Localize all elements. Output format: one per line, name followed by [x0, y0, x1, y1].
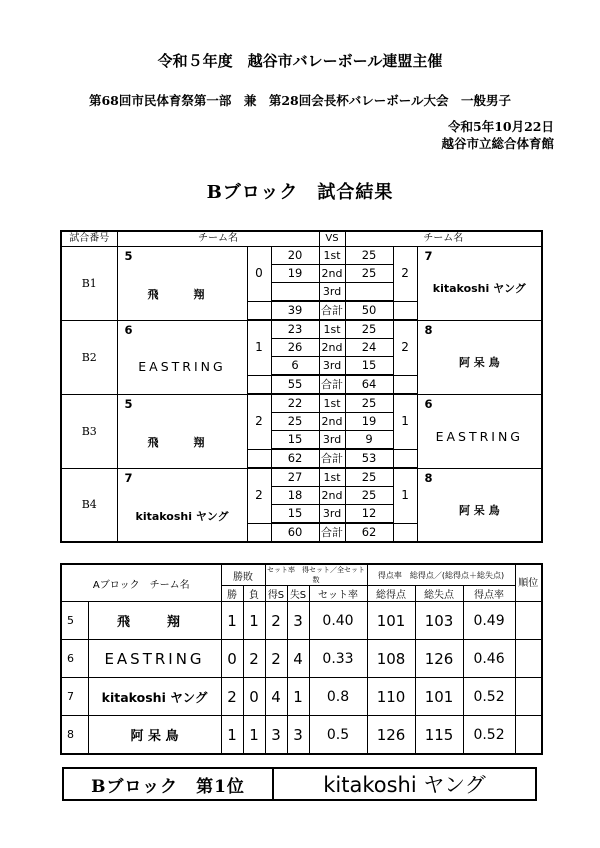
loss-header: 負 [243, 586, 265, 602]
sets-won: 2 [265, 602, 287, 640]
right-score: 9 [345, 431, 393, 450]
match-id: B2 [61, 320, 117, 394]
sets-won: 4 [265, 678, 287, 716]
header-team-right: チーム名 [345, 231, 542, 247]
team-name: 阿 呆 鳥 [88, 716, 221, 755]
header-match-no: 試合番号 [61, 231, 117, 247]
point-rate: 0.49 [463, 602, 515, 640]
empty-cell [247, 301, 271, 320]
standings-row [61, 640, 542, 678]
rank-header: 順位 [515, 564, 542, 602]
set-label: 1st [319, 468, 345, 487]
points-for-header: 総得点 [367, 586, 415, 602]
left-score: 6 [271, 357, 319, 376]
right-total: 53 [345, 449, 393, 468]
left-team-name: 飛 翔 [147, 288, 217, 301]
left-team-number: 7 [124, 470, 133, 485]
points-for: 126 [367, 716, 415, 755]
right-team-name: kitakoshi ヤング [432, 282, 526, 295]
right-score: 25 [345, 265, 393, 283]
points-for: 110 [367, 678, 415, 716]
sets-lost-header: 失S [287, 586, 309, 602]
points-against: 103 [415, 602, 463, 640]
set-label: 3rd [319, 357, 345, 376]
team-number: 7 [61, 678, 88, 716]
page-title: 令和５年度 越谷市バレーボール連盟主催 [157, 52, 443, 70]
event-venue: 越谷市立総合体育館 [441, 136, 554, 151]
sets-lost: 4 [287, 640, 309, 678]
left-sets-won: 2 [247, 468, 271, 523]
left-sets-won: 1 [247, 320, 271, 375]
team-name: 飛 翔 [88, 602, 221, 640]
set-label: 2nd [319, 413, 345, 431]
team-name: kitakoshi ヤング [88, 678, 221, 716]
game-b4 [61, 468, 542, 542]
left-score: 27 [271, 468, 319, 487]
sets-won-header: 得S [265, 586, 287, 602]
right-team-cell [417, 468, 542, 542]
left-score: 18 [271, 487, 319, 505]
left-score: 25 [271, 413, 319, 431]
left-score: 19 [271, 265, 319, 283]
right-team-number: 6 [424, 396, 433, 411]
right-score: 25 [345, 487, 393, 505]
sets-lost: 3 [287, 716, 309, 755]
right-sets-won: 2 [393, 247, 417, 302]
left-team-cell [117, 247, 247, 321]
total-label: 合計 [319, 523, 345, 542]
left-team-cell [117, 468, 247, 542]
left-team-number: 5 [124, 249, 133, 263]
header-vs: VS [319, 231, 345, 247]
team-number: 5 [61, 602, 88, 640]
match-id: B3 [61, 394, 117, 468]
winner-team: kitakoshi ヤング [323, 773, 486, 797]
win-loss-header: 勝敗 [221, 564, 265, 586]
winner-box [62, 767, 537, 801]
wins: 0 [221, 640, 243, 678]
right-score: 25 [345, 394, 393, 413]
left-team-name: kitakoshi ヤング [135, 509, 229, 523]
point-rate: 0.46 [463, 640, 515, 678]
set-label: 1st [319, 247, 345, 265]
game-b1 [61, 247, 542, 321]
team-name: EASTRING [88, 640, 221, 678]
set-label: 2nd [319, 487, 345, 505]
empty-cell [393, 375, 417, 394]
right-score: 25 [345, 320, 393, 339]
set-label: 3rd [319, 505, 345, 524]
empty-cell [393, 523, 417, 542]
sets-won: 3 [265, 716, 287, 755]
left-team-name: EASTRING [138, 358, 226, 374]
rank [515, 716, 542, 755]
winner-label: Bブロック 第1位 [64, 769, 274, 799]
right-team-number: 8 [424, 470, 433, 485]
right-score [345, 283, 393, 302]
left-score [271, 283, 319, 302]
point-rate: 0.52 [463, 716, 515, 755]
standings-row [61, 678, 542, 716]
empty-cell [393, 301, 417, 320]
set-label: 3rd [319, 283, 345, 302]
standings-table [60, 563, 543, 755]
empty-cell [393, 449, 417, 468]
empty-cell [247, 375, 271, 394]
wins: 1 [221, 716, 243, 755]
right-score: 19 [345, 413, 393, 431]
set-rate-short-header: セット率 [309, 586, 367, 602]
sets-won: 2 [265, 640, 287, 678]
right-team-name: EASTRING [435, 428, 523, 444]
right-total: 62 [345, 523, 393, 542]
team-number: 8 [61, 716, 88, 755]
right-sets-won: 1 [393, 468, 417, 523]
empty-cell [247, 449, 271, 468]
sets-lost: 1 [287, 678, 309, 716]
right-team-cell [417, 394, 542, 468]
set-rate: 0.33 [309, 640, 367, 678]
game-b2 [61, 320, 542, 394]
left-sets-won: 0 [247, 247, 271, 302]
left-total: 62 [271, 449, 319, 468]
team-number: 6 [61, 640, 88, 678]
losses: 1 [243, 716, 265, 755]
left-score: 26 [271, 339, 319, 357]
left-total: 55 [271, 375, 319, 394]
left-team-number: 6 [124, 322, 133, 337]
right-score: 24 [345, 339, 393, 357]
points-against: 115 [415, 716, 463, 755]
right-sets-won: 1 [393, 394, 417, 449]
standings-row [61, 602, 542, 640]
right-score: 12 [345, 505, 393, 524]
sets-lost: 3 [287, 602, 309, 640]
total-label: 合計 [319, 449, 345, 468]
losses: 0 [243, 678, 265, 716]
points-against: 101 [415, 678, 463, 716]
left-team-cell [117, 320, 247, 394]
right-score: 15 [345, 357, 393, 376]
right-team-number: 8 [424, 322, 433, 337]
left-score: 20 [271, 247, 319, 265]
losses: 2 [243, 640, 265, 678]
header-team-left: チーム名 [117, 231, 319, 247]
set-rate: 0.40 [309, 602, 367, 640]
set-rate: 0.5 [309, 716, 367, 755]
rank [515, 640, 542, 678]
left-team-name: 飛 翔 [147, 435, 217, 449]
rank [515, 678, 542, 716]
right-score: 25 [345, 468, 393, 487]
left-score: 15 [271, 505, 319, 524]
right-sets-won: 2 [393, 320, 417, 375]
left-score: 23 [271, 320, 319, 339]
rank [515, 602, 542, 640]
win-header: 勝 [221, 586, 243, 602]
right-team-name: 阿 呆 鳥 [458, 503, 500, 517]
right-team-cell [417, 247, 542, 321]
match-id: B4 [61, 468, 117, 542]
points-for: 108 [367, 640, 415, 678]
set-label: 3rd [319, 431, 345, 450]
left-total: 39 [271, 301, 319, 320]
left-team-number: 5 [124, 396, 133, 411]
left-total: 60 [271, 523, 319, 542]
right-total: 64 [345, 375, 393, 394]
tournament-subtitle: 第68回市民体育祭第一部 兼 第28回会長杯バレーボール大会 一般男子 [88, 93, 512, 108]
losses: 1 [243, 602, 265, 640]
set-rate: 0.8 [309, 678, 367, 716]
set-label: 2nd [319, 339, 345, 357]
left-score: 15 [271, 431, 319, 450]
points-against-header: 総失点 [415, 586, 463, 602]
right-team-name: 阿 呆 鳥 [458, 355, 500, 369]
total-label: 合計 [319, 301, 345, 320]
set-rate-header: セット率 得セット／全セット数 [265, 564, 367, 586]
right-score: 25 [345, 247, 393, 265]
results-table [60, 230, 543, 543]
set-label: 1st [319, 394, 345, 413]
standings-team-header: Aブロック チーム名 [61, 564, 221, 602]
game-b3 [61, 394, 542, 468]
empty-cell [247, 523, 271, 542]
total-label: 合計 [319, 375, 345, 394]
right-total: 50 [345, 301, 393, 320]
right-team-number: 7 [424, 249, 433, 263]
set-label: 1st [319, 320, 345, 339]
set-label: 2nd [319, 265, 345, 283]
point-rate-header: 得点率 総得点／(総得点＋総失点) [367, 564, 515, 586]
event-date: 令和5年10月22日 [448, 119, 554, 134]
points-against: 126 [415, 640, 463, 678]
left-team-cell [117, 394, 247, 468]
match-id: B1 [61, 247, 117, 321]
wins: 2 [221, 678, 243, 716]
left-score: 22 [271, 394, 319, 413]
standings-row [61, 716, 542, 755]
right-team-cell [417, 320, 542, 394]
left-sets-won: 2 [247, 394, 271, 449]
block-title: Bブロック 試合結果 [206, 182, 394, 203]
point-rate: 0.52 [463, 678, 515, 716]
points-for: 101 [367, 602, 415, 640]
point-rate-short-header: 得点率 [463, 586, 515, 602]
wins: 1 [221, 602, 243, 640]
